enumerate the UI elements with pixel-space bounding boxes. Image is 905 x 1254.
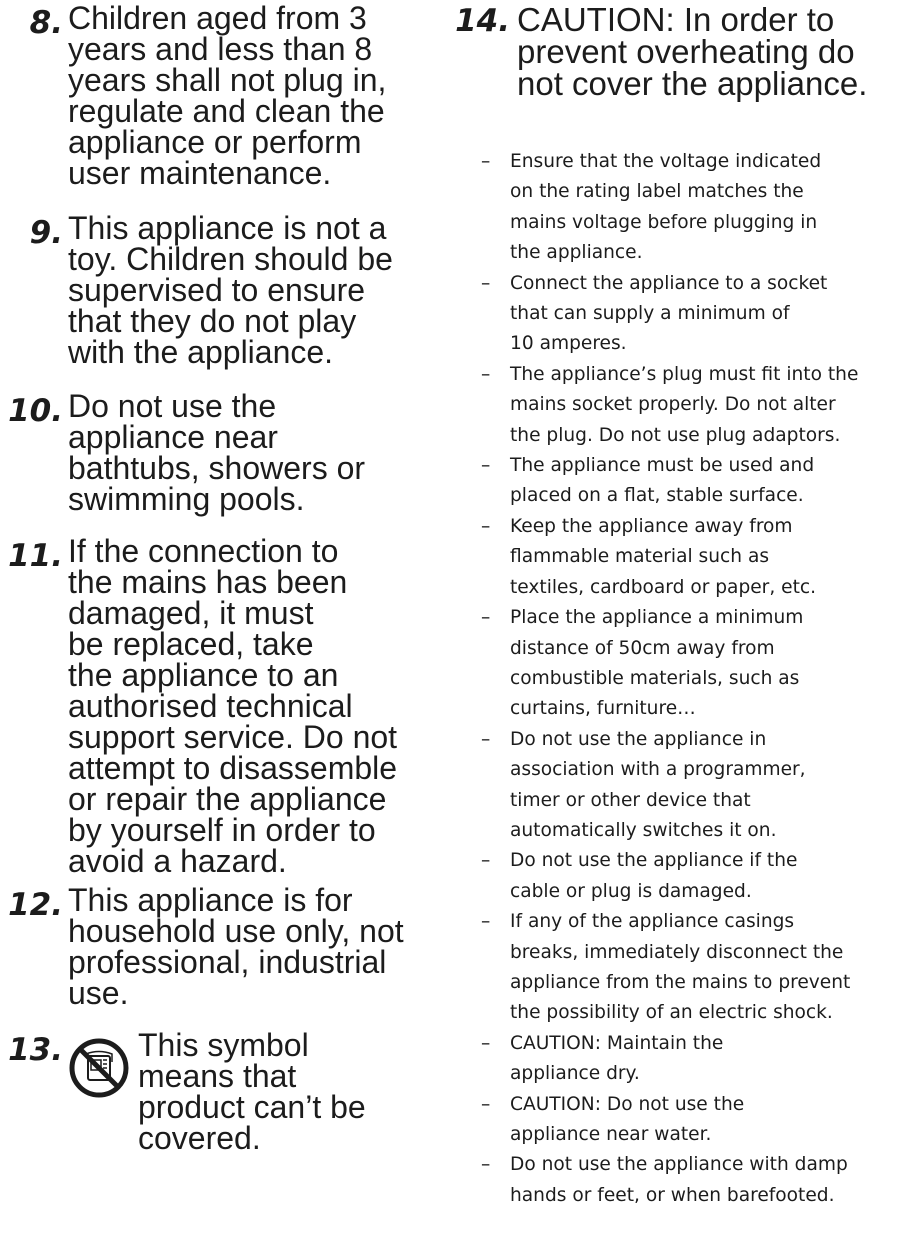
text-line: authorised technical	[68, 688, 353, 724]
text-line: professional, industrial	[68, 944, 387, 980]
text-line: the appliance to an	[68, 657, 339, 693]
bullet-dash: –	[481, 728, 491, 750]
text-line: appliance or perform	[68, 124, 362, 160]
bullet-line: combustible materials, such as	[510, 667, 800, 689]
bullet-item	[455, 269, 905, 360]
item-number: 12.	[8, 887, 63, 923]
bullet-dash: –	[481, 850, 491, 872]
bullet-line: mains voltage before plugging in	[510, 211, 818, 233]
bullet-item	[455, 1029, 905, 1090]
bullet-dash: –	[481, 151, 491, 172]
bullet-dash: –	[481, 911, 491, 933]
text-line: user maintenance.	[68, 155, 332, 191]
text-line: CAUTION: In order to	[517, 1, 835, 38]
bullet-line: curtains, furniture…	[510, 698, 696, 720]
text-line: supervised to ensure	[68, 272, 366, 308]
text-line: product can’t be	[138, 1089, 366, 1125]
item-text	[68, 388, 418, 517]
text-line: This symbol	[138, 1027, 309, 1063]
bullet-dash: –	[481, 607, 491, 629]
bullet-line: Connect the appliance to a socket	[510, 272, 828, 294]
bullet-item	[455, 846, 905, 907]
bullet-line: the plug. Do not use plug adaptors.	[510, 424, 841, 446]
item-number: 8.	[29, 5, 63, 41]
text-line: means that	[138, 1058, 297, 1094]
text-line: support service. Do not	[68, 719, 398, 755]
bullet-dash: –	[481, 1032, 491, 1054]
bullet-item	[455, 907, 905, 1029]
text-line: years and less than 8	[68, 31, 373, 67]
bullet-line: that can supply a minimum of	[510, 303, 790, 325]
bullet-line: appliance from the mains to prevent	[510, 971, 851, 993]
bullet-item	[455, 1150, 905, 1211]
text-line: Do not use the	[68, 388, 277, 424]
text-line: be replaced, take	[68, 626, 314, 662]
bullet-item	[455, 512, 905, 603]
bullet-line: textiles, cardboard or paper, etc.	[510, 576, 817, 598]
bullet-line: automatically switches it on.	[510, 819, 777, 841]
text-line: with the appliance.	[68, 334, 334, 370]
bullet-line: 10 amperes.	[510, 333, 627, 355]
bullet-line: The appliance’s plug must fit into the	[510, 363, 859, 385]
text-line: This appliance is for	[68, 882, 353, 918]
text-line: attempt to disassemble	[68, 750, 398, 786]
bullet-item	[455, 360, 905, 451]
bullet-line: appliance dry.	[510, 1063, 640, 1085]
bullet-line: distance of 50cm away from	[510, 637, 775, 659]
caution-number: 14.	[455, 3, 510, 39]
bullet-line: appliance near water.	[510, 1124, 712, 1145]
item-text	[68, 533, 418, 879]
text-line: damaged, it must	[68, 595, 314, 631]
bullet-line: Do not use the appliance with damp	[510, 1154, 848, 1176]
bullet-line: placed on a flat, stable surface.	[510, 485, 804, 507]
text-line: Children aged from 3	[68, 0, 367, 36]
item-number: 11.	[8, 538, 63, 574]
bullet-item	[455, 451, 905, 512]
item-text	[68, 0, 418, 191]
bullet-line: Place the appliance a minimum	[510, 607, 804, 629]
text-line: that they do not play	[68, 303, 357, 339]
text-line: household use only, not	[68, 913, 404, 949]
safety-bullet-list	[455, 147, 905, 1211]
bullet-line: CAUTION: Maintain the	[510, 1032, 724, 1054]
item-number: 9.	[29, 215, 63, 251]
caution-heading	[517, 1, 902, 102]
text-line: If the connection to	[68, 533, 339, 569]
bullet-item	[455, 603, 905, 725]
bullet-line: cable or plug is damaged.	[510, 880, 752, 902]
bullet-dash: –	[481, 272, 491, 294]
item-text	[68, 210, 418, 370]
bullet-line: the possibility of an electric shock.	[510, 1002, 833, 1024]
text-line: years shall not plug in,	[68, 62, 387, 98]
do-not-cover-icon	[68, 1037, 130, 1099]
item-text	[68, 882, 418, 1011]
bullet-line: hands or feet, or when barefooted.	[510, 1184, 835, 1206]
bullet-dash: –	[481, 363, 491, 385]
text-line: avoid a hazard.	[68, 843, 287, 879]
bullet-line: mains socket properly. Do not alter	[510, 394, 836, 416]
text-line: This appliance is not a	[68, 210, 387, 246]
bullet-dash: –	[481, 1093, 491, 1115]
bullet-line: If any of the appliance casings	[510, 911, 795, 933]
bullet-line: Do not use the appliance in	[510, 728, 767, 750]
bullet-line: Do not use the appliance if the	[510, 850, 798, 872]
bullet-item	[455, 147, 905, 269]
item-number: 10.	[8, 393, 63, 429]
text-line: appliance near	[68, 419, 278, 455]
bullet-dash: –	[481, 1154, 491, 1176]
text-line: swimming pools.	[68, 481, 305, 517]
bullet-line: the appliance.	[510, 242, 643, 264]
text-line: regulate and clean the	[68, 93, 385, 129]
bullet-dash: –	[481, 455, 491, 477]
text-line: the mains has been	[68, 564, 348, 600]
bullet-line: timer or other device that	[510, 789, 751, 811]
text-line: or repair the appliance	[68, 781, 387, 817]
bullet-line: CAUTION: Do not use the	[510, 1093, 745, 1115]
bullet-line: Ensure that the voltage indicated	[510, 151, 822, 172]
bullet-line: flammable material such as	[510, 546, 770, 568]
item-number: 13.	[8, 1032, 63, 1068]
item-text	[138, 1027, 418, 1156]
bullet-item	[455, 725, 905, 847]
bullet-line: The appliance must be used and	[510, 455, 815, 477]
text-line: bathtubs, showers or	[68, 450, 366, 486]
bullet-line: Keep the appliance away from	[510, 515, 793, 537]
bullet-line: on the rating label matches the	[510, 181, 804, 203]
bullet-item	[455, 1090, 905, 1151]
text-line: by yourself in order to	[68, 812, 376, 848]
bullet-line: breaks, immediately disconnect the	[510, 941, 844, 963]
text-line: prevent overheating do	[517, 33, 855, 70]
bullet-line: association with a programmer,	[510, 759, 806, 781]
text-line: use.	[68, 975, 129, 1011]
text-line: not cover the appliance.	[517, 65, 868, 102]
text-line: covered.	[138, 1120, 261, 1156]
text-line: toy. Children should be	[68, 241, 393, 277]
bullet-dash: –	[481, 515, 491, 537]
